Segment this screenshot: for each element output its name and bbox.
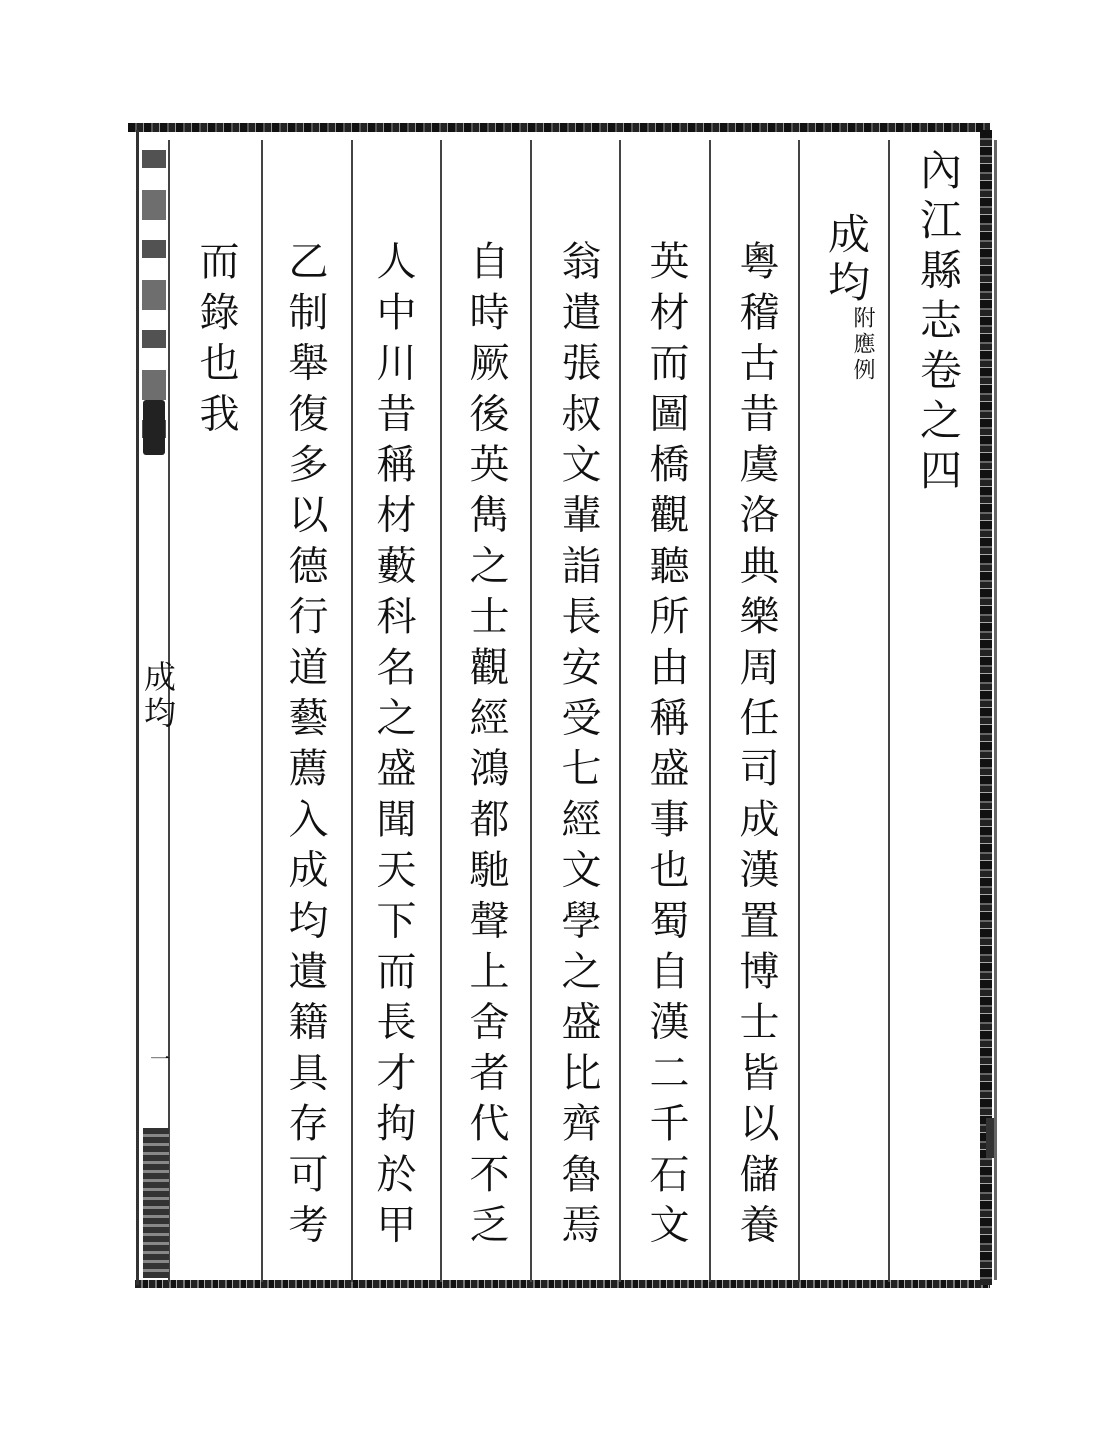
text-column: 自時厥後英雋之士觀經鴻都馳聲上舍者代不乏: [463, 240, 509, 1254]
column-divider: [798, 140, 800, 1282]
column-divider: [709, 140, 711, 1282]
fish-tail-mark: [143, 400, 165, 455]
column-divider: [619, 140, 621, 1282]
margin-bottom-mark: [143, 1128, 169, 1278]
section-heading: 成均: [822, 212, 871, 308]
text-column: 英材而圖橋觀聽所由稱盛事也蜀自漢二千石文: [643, 240, 689, 1254]
frame-top-border: [128, 123, 990, 132]
margin-section-label: 成均: [139, 660, 177, 732]
column-divider: [440, 140, 442, 1282]
text-column: 人中川昔稱材藪科名之盛聞天下而長才拘於甲: [370, 240, 416, 1254]
column-divider: [888, 140, 890, 1282]
frame-bottom-border: [135, 1280, 990, 1288]
text-column: 翁遣張叔文輩詣長安受七經文學之盛比齊魯焉: [555, 240, 601, 1254]
outer-right-line: [994, 140, 997, 1280]
section-note: 附應例: [850, 306, 875, 384]
column-divider: [261, 140, 263, 1282]
text-column: 而錄也我: [193, 240, 239, 443]
margin-page-number: 一: [150, 1047, 170, 1071]
text-column: 粵稽古昔虞洛典樂周任司成漢置博士皆以儲養: [733, 240, 779, 1254]
column-divider: [530, 140, 532, 1282]
column-divider: [351, 140, 353, 1282]
text-column: 乙制舉復多以德行道藝薦入成均遺籍具存可考: [282, 240, 328, 1254]
volume-title: 內江縣志卷之四: [914, 148, 963, 498]
frame-right-border: [980, 130, 992, 1285]
right-margin-mark: [986, 1118, 994, 1158]
